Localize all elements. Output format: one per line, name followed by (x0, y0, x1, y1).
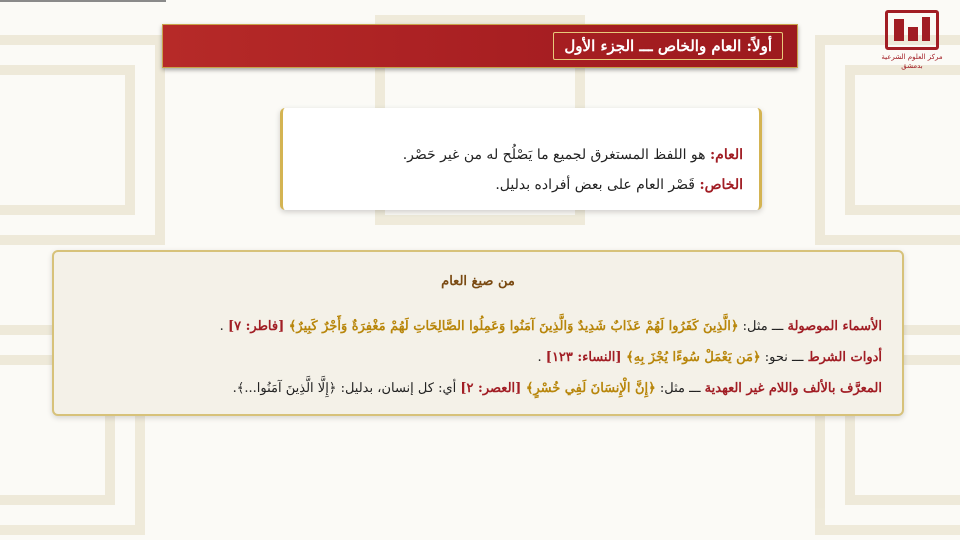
form-term: أدوات الشرط (807, 350, 882, 365)
form-tail: . (537, 350, 546, 365)
quran-verse: ﴿إِنَّ الْإِنسَانَ لَفِي خُسْرٍ﴾ (525, 381, 656, 396)
form-term: المعرَّف بالألف واللام غير العهدية (704, 381, 882, 396)
verse-reference: [العصر: ٢] (460, 381, 526, 396)
verse-reference: [النساء: ١٢٣] (545, 350, 627, 365)
logo-mark (885, 10, 939, 50)
title-banner (162, 24, 798, 68)
form-row-definite-article (74, 373, 882, 404)
definitions-card (280, 108, 762, 210)
form-lead: ـــ مثل: (738, 319, 788, 334)
logo-text (876, 53, 948, 71)
form-tail: أي: كل إنسان، بدليل: (336, 381, 461, 396)
form-tail-2: . (232, 381, 237, 396)
logo-line-2: بدمشق (901, 62, 923, 70)
definition-text: هو اللفظ المستغرق لجميع ما يَصْلُح له من غير حَصْر. (402, 147, 710, 163)
definition-term: الخاص: (699, 177, 743, 193)
logo-line-1: مركز العلوم الشرعية (881, 53, 943, 61)
form-tail: . (219, 319, 228, 334)
definition-text: قَصْر العام على بعض أفراده بدليل. (495, 177, 700, 193)
logo (876, 6, 948, 78)
forms-heading: من صيغ العام (441, 274, 515, 289)
quran-verse: ﴿مَن يَعْمَلْ سُوءًا يُجْزَ بِهِ﴾ (626, 350, 761, 365)
definition-general (299, 140, 743, 170)
forms-card (52, 250, 904, 416)
page-title: أولاً: العام والخاص ـــ الجزء الأول (553, 32, 783, 60)
top-divider (0, 0, 166, 2)
form-row-conditional (74, 342, 882, 373)
form-row-relative-nouns (74, 311, 882, 342)
quran-verse-2: ﴿إِلَّا الَّذِينَ آمَنُوا...﴾ (236, 381, 337, 396)
quran-verse: ﴿الَّذِينَ كَفَرُوا لَهُمْ عَذَابٌ شَدِيدٌ وَالَّذِينَ آمَنُوا وَعَمِلُوا الصَّالِحَاتِ لَهُمْ مَغْفِرَةٌ وَأَجْرٌ كَبِيرٌ﴾ (288, 319, 739, 334)
definition-specific (299, 170, 743, 200)
form-term: الأسماء الموصولة (787, 319, 882, 334)
verse-reference: [فاطر: ٧] (227, 319, 289, 334)
form-lead: ـــ مثل: (655, 381, 705, 396)
form-lead: ـــ نحو: (760, 350, 808, 365)
definition-term: العام: (709, 147, 743, 163)
